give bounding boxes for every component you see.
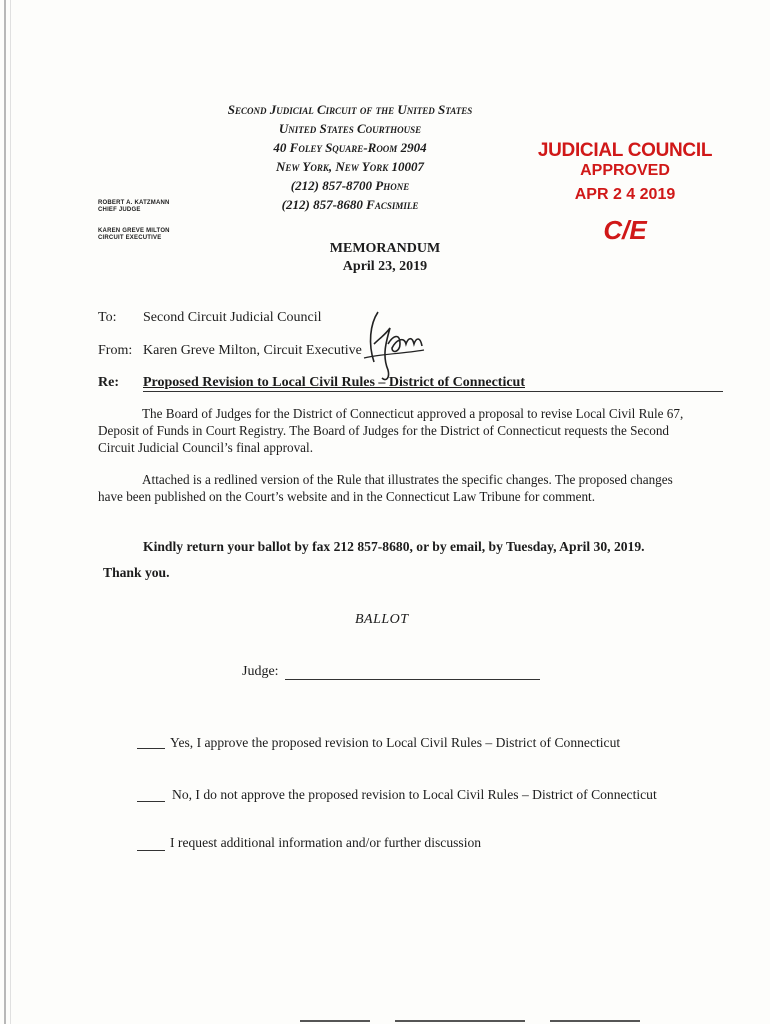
stamp-initials: C/E — [603, 215, 647, 245]
letterhead-fax: (212) 857-8680 Facsimile — [281, 197, 419, 212]
more-info-checkline[interactable] — [137, 850, 165, 851]
ballot-option-yes: Yes, I approve the proposed revision to Local Civil Rules – District of Connecticut — [170, 735, 621, 750]
memo-heading — [285, 240, 485, 276]
to-value: Second Circuit Judicial Council — [143, 310, 322, 325]
ballot-option-more-info: I request additional information and/or further discussion — [170, 835, 482, 850]
scan-edge-shadow — [10, 0, 11, 1024]
footer-mark — [550, 1020, 640, 1022]
handwritten-signature — [360, 304, 430, 384]
body-paragraph-2: Attached is a redlined version of the Rule that illustrates the specific changes. The proposed changes have been published on the Court’s website and in the Connecticut Law Tribune for comment. — [98, 472, 673, 504]
officers-block — [98, 200, 170, 242]
ballot-title: BALLOT — [355, 612, 409, 627]
approval-stamp — [522, 140, 728, 244]
circuit-executive-name: KAREN GREVE MILTON — [98, 228, 170, 234]
stamp-approved: APPROVED — [580, 162, 670, 179]
return-instructions: Kindly return your ballot by fax 212 857-8680, or by email, by Tuesday, April 30, 2019. — [143, 539, 645, 554]
letterhead-address: 40 Foley Square-Room 2904 — [273, 140, 427, 155]
stamp-date: APR 2 4 2019 — [574, 186, 676, 203]
to-label: To: — [98, 310, 117, 325]
yes-checkline[interactable] — [137, 748, 165, 749]
letterhead-phone: (212) 857-8700 Phone — [290, 178, 410, 193]
chief-judge-title: CHIEF JUDGE — [98, 207, 141, 213]
no-checkline[interactable] — [137, 801, 165, 802]
subject-rule — [143, 391, 723, 392]
circuit-executive-title: CIRCUIT EXECUTIVE — [98, 235, 162, 241]
stamp-council: JUDICIAL COUNCIL — [537, 140, 713, 161]
from-label: From: — [98, 343, 133, 358]
memo-title: MEMORANDUM — [329, 241, 441, 256]
re-subject: Proposed Revision to Local Civil Rules – District of Connecticut — [143, 375, 525, 390]
ballot-option-no: No, I do not approve the proposed revision to Local Civil Rules – District of Connecticut — [172, 787, 657, 802]
letterhead — [150, 100, 550, 214]
judge-label: Judge: — [242, 664, 279, 679]
judge-signature-line[interactable] — [285, 679, 540, 680]
footer-mark — [395, 1020, 525, 1022]
letterhead-city: New York, New York 10007 — [276, 159, 424, 174]
memo-date: April 23, 2019 — [342, 259, 428, 274]
thank-you: Thank you. — [103, 565, 170, 580]
scan-edge — [4, 0, 6, 1024]
chief-judge-name: ROBERT A. KATZMANN — [98, 200, 170, 206]
letterhead-building: United States Courthouse — [278, 121, 422, 136]
re-label: Re: — [98, 375, 119, 390]
footer-mark — [300, 1020, 370, 1022]
letterhead-court: Second Judicial Circuit of the United States — [227, 102, 473, 117]
from-value: Karen Greve Milton, Circuit Executive — [143, 343, 362, 358]
body-paragraph-1: The Board of Judges for the District of Connecticut approved a proposal to revise Local Civil Rule 67, Deposit of Funds in Court Registry. The Board of Judges for the District of Connecticut requests the Second Circuit Judicial Council’s final approval. — [98, 406, 684, 455]
